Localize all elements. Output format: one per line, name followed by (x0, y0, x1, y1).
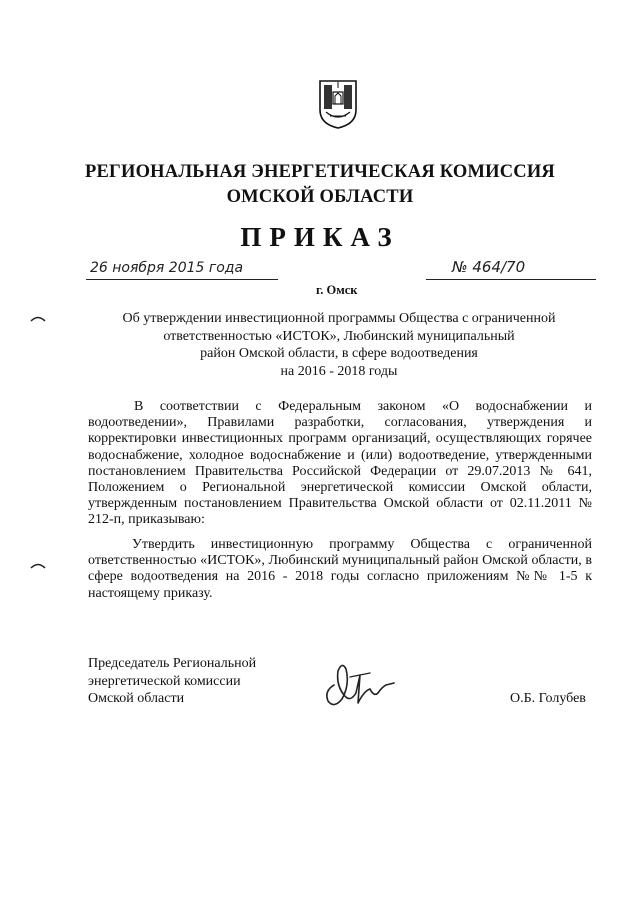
subject-line: ответственностью «ИСТОК», Любинский муниципальный (163, 328, 515, 344)
order-subject (100, 310, 578, 380)
handwritten-date: 26 ноября 2015 года (90, 260, 244, 276)
subject-line: район Омской области, в сфере водоотведения (200, 346, 478, 362)
order-paragraph: Утвердить инвестиционную программу Общества с ограниченной ответственностью «ИСТОК», Любинский муниципальный район Омской области, в сфере водоотведения на 2016 - 2018 годы согласно приложениям №№ 1-5 к настоящему приказу. (88, 537, 592, 601)
organization-name-line2: ОМСКОЙ ОБЛАСТИ (226, 187, 414, 207)
handwritten-signature (320, 655, 400, 713)
margin-hole-mark (30, 314, 46, 322)
signer-position (88, 655, 308, 708)
signer-position-line: Омской области (88, 691, 185, 707)
signer-name: О.Б. Голубев (510, 691, 586, 706)
signer-position-line: Председатель Региональной (88, 656, 257, 671)
margin-hole-mark (30, 561, 46, 569)
preamble-paragraph: В соответствии с Федеральным законом «О водоснабжении и водоотведении», Правилами разработки, согласования, утверждения и корректировки инвестиционных программ организаций, осуществляющих горячее водоснабжение, холодное водоснабжение и (или) водоотведение, утвержденными постановлением Правительства Российской Федерации от 29.07.2013 № 641, Положением о Региональной энергетической комиссии Омской области, утвержденным постановлением Правительства Омской области от 02.11.2011 № 212-п, приказываю: (88, 399, 592, 528)
city-label: г. Омск (316, 283, 358, 297)
signer-position-line: энергетической комиссии (88, 673, 241, 689)
document-type-title: ПРИКАЗ (240, 222, 400, 252)
subject-line: Об утверждении инвестиционной программы Общества с ограниченной (122, 311, 556, 326)
date-underline (86, 279, 278, 280)
subject-line: на 2016 - 2018 годы (280, 363, 398, 379)
handwritten-order-number: № 464/70 (452, 258, 526, 276)
organization-name-line1: РЕГИОНАЛЬНАЯ ЭНЕРГЕТИЧЕСКАЯ КОМИССИЯ (84, 162, 555, 182)
number-underline (426, 279, 596, 280)
coat-of-arms-emblem (318, 78, 358, 130)
